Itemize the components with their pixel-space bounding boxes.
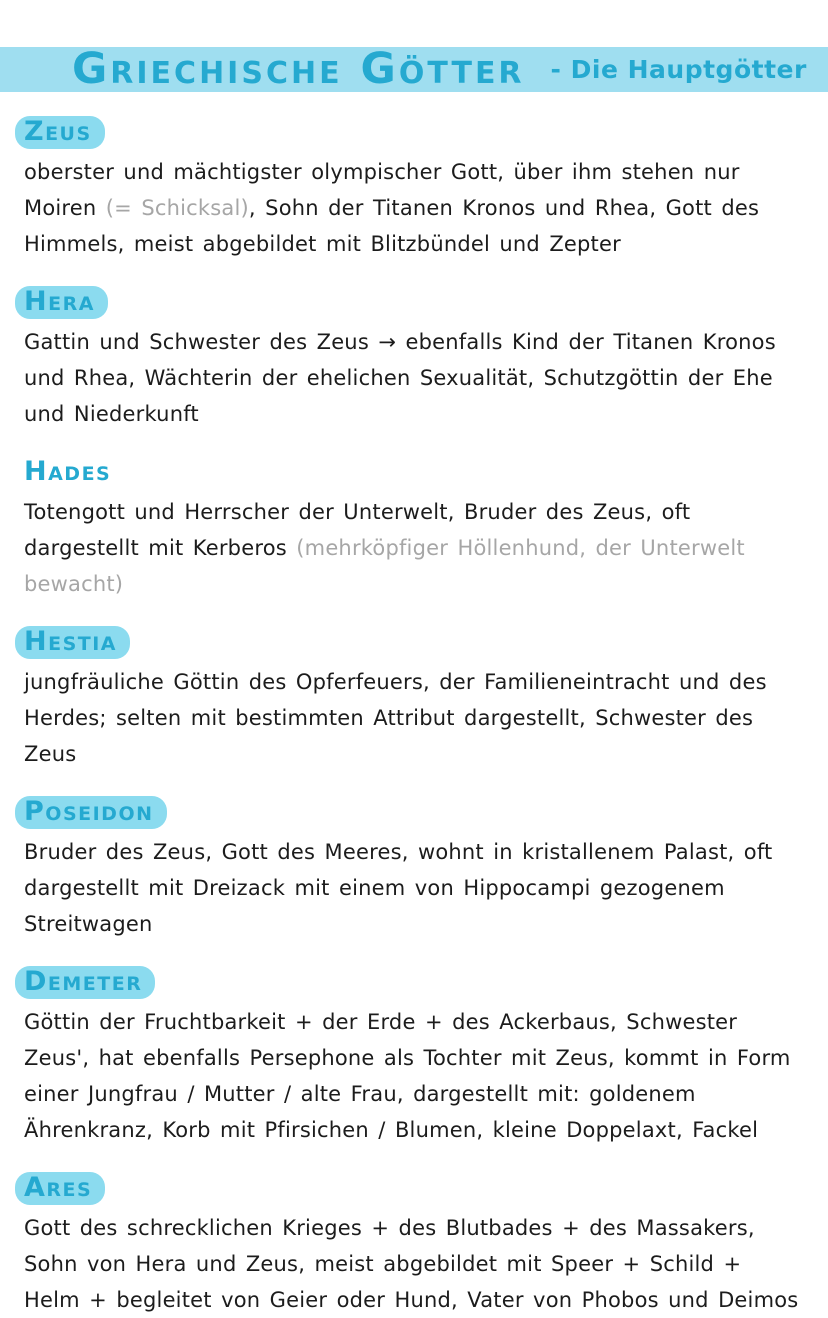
section-heading: Hades <box>24 456 112 487</box>
god-section <box>24 286 804 432</box>
god-section <box>24 1172 804 1318</box>
page-subtitle: - Die Hauptgötter <box>550 55 807 84</box>
section-body <box>24 1210 804 1318</box>
section-heading: Hestia <box>15 626 130 659</box>
body-text: Gattin und Schwester des Zeus → ebenfalls Kind der Titanen Kronos und Rhea, Wächterin der ehelichen Sexualität, Schutzgöttin der Ehe und Niederkunft <box>24 330 776 426</box>
note-page <box>0 44 828 1312</box>
section-body <box>24 1004 804 1148</box>
section-heading: Zeus <box>15 116 105 149</box>
section-heading: Demeter <box>15 966 155 999</box>
sections <box>0 92 828 1318</box>
page-title: Griechische Götter <box>72 44 525 94</box>
body-text: jungfräuliche Göttin des Opferfeuers, der Familieneintracht und des Herdes; selten mit bestimmten Attribut dargestellt, Schwester des Zeus <box>24 670 767 766</box>
god-section <box>24 796 804 942</box>
god-section <box>24 966 804 1148</box>
section-heading: Hera <box>15 286 108 319</box>
body-text-muted: (mehrköpfiger Höllenhund, der Unterwelt bewacht) <box>24 536 745 596</box>
body-text: , Sohn der Titanen Kronos und Rhea, Gott des Himmels, meist abgebildet mit Blitzbündel und Zepter <box>24 196 760 256</box>
section-body <box>24 154 804 262</box>
section-body <box>24 324 804 432</box>
body-text: oberster und mächtigster olympischer Gott, über ihm stehen nur Moiren <box>24 160 740 220</box>
body-text: Totengott und Herrscher der Unterwelt, Bruder des Zeus, oft dargestellt mit Kerberos <box>24 500 691 560</box>
section-body <box>24 834 804 942</box>
body-text: Bruder des Zeus, Gott des Meeres, wohnt in kristallenem Palast, oft dargestellt mit Dreizack mit einem von Hippocampi gezogenem Streitwagen <box>24 840 773 936</box>
section-heading: Poseidon <box>15 796 167 829</box>
section-body <box>24 494 804 602</box>
body-text-muted: (= Schicksal) <box>105 196 249 220</box>
section-heading: Ares <box>15 1172 105 1205</box>
god-section <box>24 626 804 772</box>
section-body <box>24 664 804 772</box>
body-text: Gott des schrecklichen Krieges + des Blutbades + des Massakers, Sohn von Hera und Zeus, meist abgebildet mit Speer + Schild + Helm + begleitet von Geier oder Hund, Vater von Phobos und Deimos <box>24 1216 799 1312</box>
god-section <box>24 116 804 262</box>
body-text: Göttin der Fruchtbarkeit + der Erde + des Ackerbaus, Schwester Zeus', hat ebenfalls Persephone als Tochter mit Zeus, kommt in Form einer Jungfrau / Mutter / alte Frau, dargestellt mit: goldenem Ährenkranz, Korb mit Pfirsichen / Blumen, kleine Doppelaxt, Fackel <box>24 1010 791 1142</box>
god-section <box>24 456 804 602</box>
title-band <box>0 44 828 94</box>
